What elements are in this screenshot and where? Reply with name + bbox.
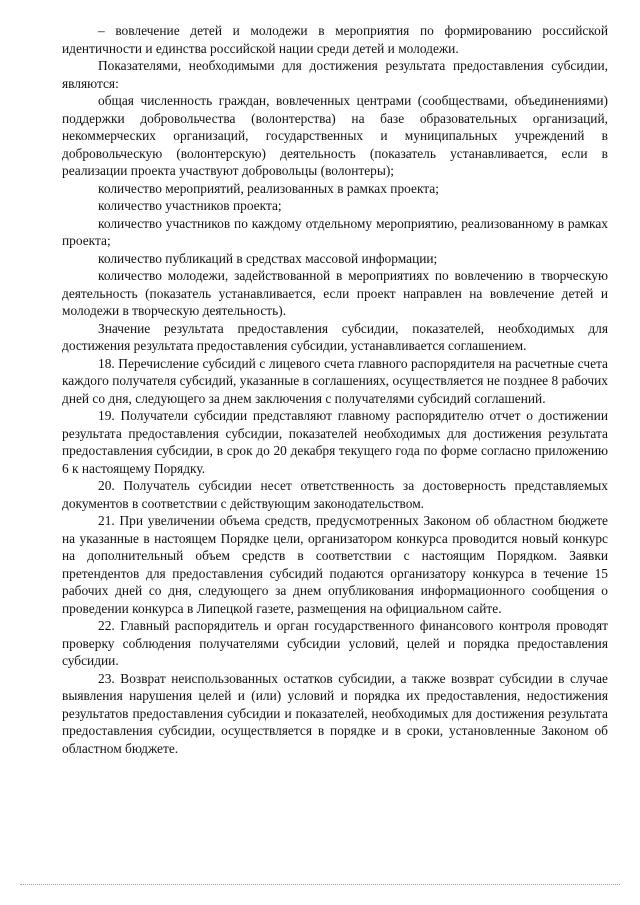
paragraph-clause-18: 18. Перечисление субсидий с лицевого счета главного распорядителя на расчетные счета каждого получателя субсидий, указанные в соглашениях, осуществляется не позднее 8 рабочих дней со дня, следующего за днем заключения с получателями субсидий соглашений.	[62, 355, 608, 406]
paragraph-identity-item: – вовлечение детей и молодежи в мероприятия по формированию российской идентичности и единства российской нации среди детей и молодежи.	[62, 23, 608, 56]
paragraph-clause-20: 20. Получатель субсидии несет ответственность за достоверность представляемых документов в соответствии с действующим законодательством.	[62, 478, 608, 511]
document-page	[62, 22, 608, 757]
paragraph-participants-per-event: количество участников по каждому отдельному мероприятию, реализованному в рамках проекта;	[62, 215, 608, 248]
paragraph-media-publications: количество публикаций в средствах массовой информации;	[98, 250, 438, 266]
paragraph-clause-22: 22. Главный распорядитель и орган государственного финансового контроля проводят проверку соблюдения получателями субсидии условий, целей и порядка предоставления субсидии.	[62, 618, 608, 668]
paragraph-clause-23: 23. Возврат неиспользованных остатков субсидии, а также возврат субсидии в случае выявления нарушения целей и (или) условий и порядка их предоставления, недостижения результатов предоставления субсидии и показателей, необходимых для достижения результата предоставления субсидии, осуществляется в порядке и в сроки, установленные Законом об областном бюджете.	[62, 670, 608, 756]
paragraph-youth-creative: количество молодежи, задействованной в мероприятиях по вовлечению в творческую деятельность (показатель устанавливается, если проект направлен на вовлечение детей и молодежи в творческую деятельность).	[62, 268, 608, 318]
paragraph-volunteers-indicator: общая численность граждан, вовлеченных центрами (сообществами, объединениями) поддержки добровольчества (волонтерства) на базе образовательных организаций, некоммерческих организаций, государственных и муниципальных учреждений в добровольческую (волонтерскую) деятельность (показатель устанавливается, если в реализации проекта участвуют добровольцы (волонтеры);	[62, 93, 608, 178]
paragraph-events-count: количество мероприятий, реализованных в рамках проекта;	[98, 180, 439, 196]
paragraph-participants-count: количество участников проекта;	[98, 198, 282, 213]
paragraph-clause-21: 21. При увеличении объема средств, предусмотренных Законом об областном бюджете на указанные в настоящем Порядке цели, организатором конкурса проводится новый конкурс на дополнительный объем средств в соответствии с настоящим Порядком. Заявки претендентов для предоставления субсидий подаются организатору конкурса в течение 15 рабочих дней со дня, следующего за днем опубликования информационного сообщения о проведении конкурса в Липецкой газете, размещения на официальном сайте.	[62, 513, 608, 616]
paragraph-clause-19: 19. Получатели субсидии представляют главному распорядителю отчет о достижении результата предоставления субсидии, показателей необходимых для достижения результата предоставления субсидии, в срок до 20 декабря текущего года по форме согласно приложению 6 к настоящему Порядку.	[62, 408, 608, 476]
paragraph-values-agreement: Значение результата предоставления субсидии, показателей, необходимых для достижения результата предоставления субсидии, устанавливается соглашением.	[62, 320, 608, 353]
paragraph-indicators-intro: Показателями, необходимыми для достижения результата предоставления субсидии, являются:	[62, 58, 608, 91]
page-bottom-divider	[20, 884, 620, 885]
